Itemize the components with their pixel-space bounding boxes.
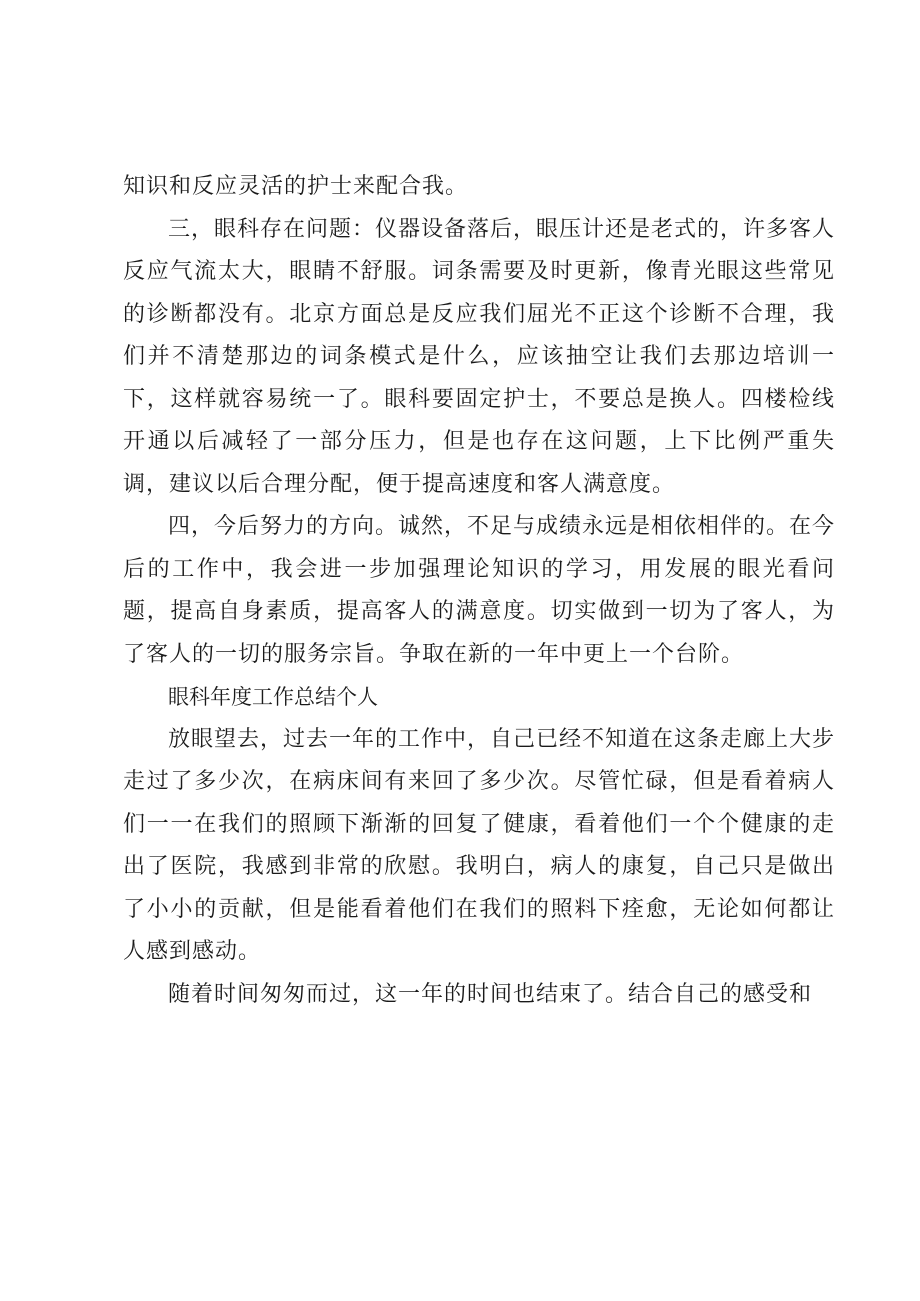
paragraph-continuation: 知识和反应灵活的护士来配合我。 xyxy=(123,174,469,199)
paragraph-year-end: 随着时间匆匆而过，这一年的时间也结束了。结合自己的感受和 xyxy=(168,981,813,1007)
document-body xyxy=(123,166,835,1016)
section-heading: 眼科年度工作总结个人 xyxy=(168,685,378,709)
paragraph-future-direction: 四，今后努力的方向。诚然，不足与成绩永远是相依相伴的。在今后的工作中，我会进一步加强理论知识的学习，用发展的眼光看问题，提高自身素质，提高客人的满意度。切实做到一切为了客人，为了客人的一切的服务宗旨。争取在新的一年中更上一个台阶。 xyxy=(123,514,836,667)
paragraph-eye-department-issues: 三，眼科存在问题：仪器设备落后，眼压计还是老式的，许多客人反应气流太大，眼睛不舒服。词条需要及时更新，像青光眼这些常见的诊断都没有。北京方面总是反应我们屈光不正这个诊断不合理，我们并不清楚那边的词条模式是什么，应该抽空让我们去那边培训一下，这样就容易统一了。眼科要固定护士，不要总是换人。四楼检线开通以后减轻了一部分压力，但是也存在这问题，上下比例严重失调，建议以后合理分配，便于提高速度和客人满意度。 xyxy=(123,216,836,497)
paragraph-looking-back: 放眼望去，过去一年的工作中，自己已经不知道在这条走廊上大步走过了多少次，在病床间有来回了多少次。尽管忙碌，但是看着病人们一一在我们的照顾下渐渐的回复了健康，看着他们一个个健康的走出了医院，我感到非常的欣慰。我明白，病人的康复，自己只是做出了小小的贡献，但是能看着他们在我们的照料下痊愈，无论如何都让人感到感动。 xyxy=(123,726,836,964)
